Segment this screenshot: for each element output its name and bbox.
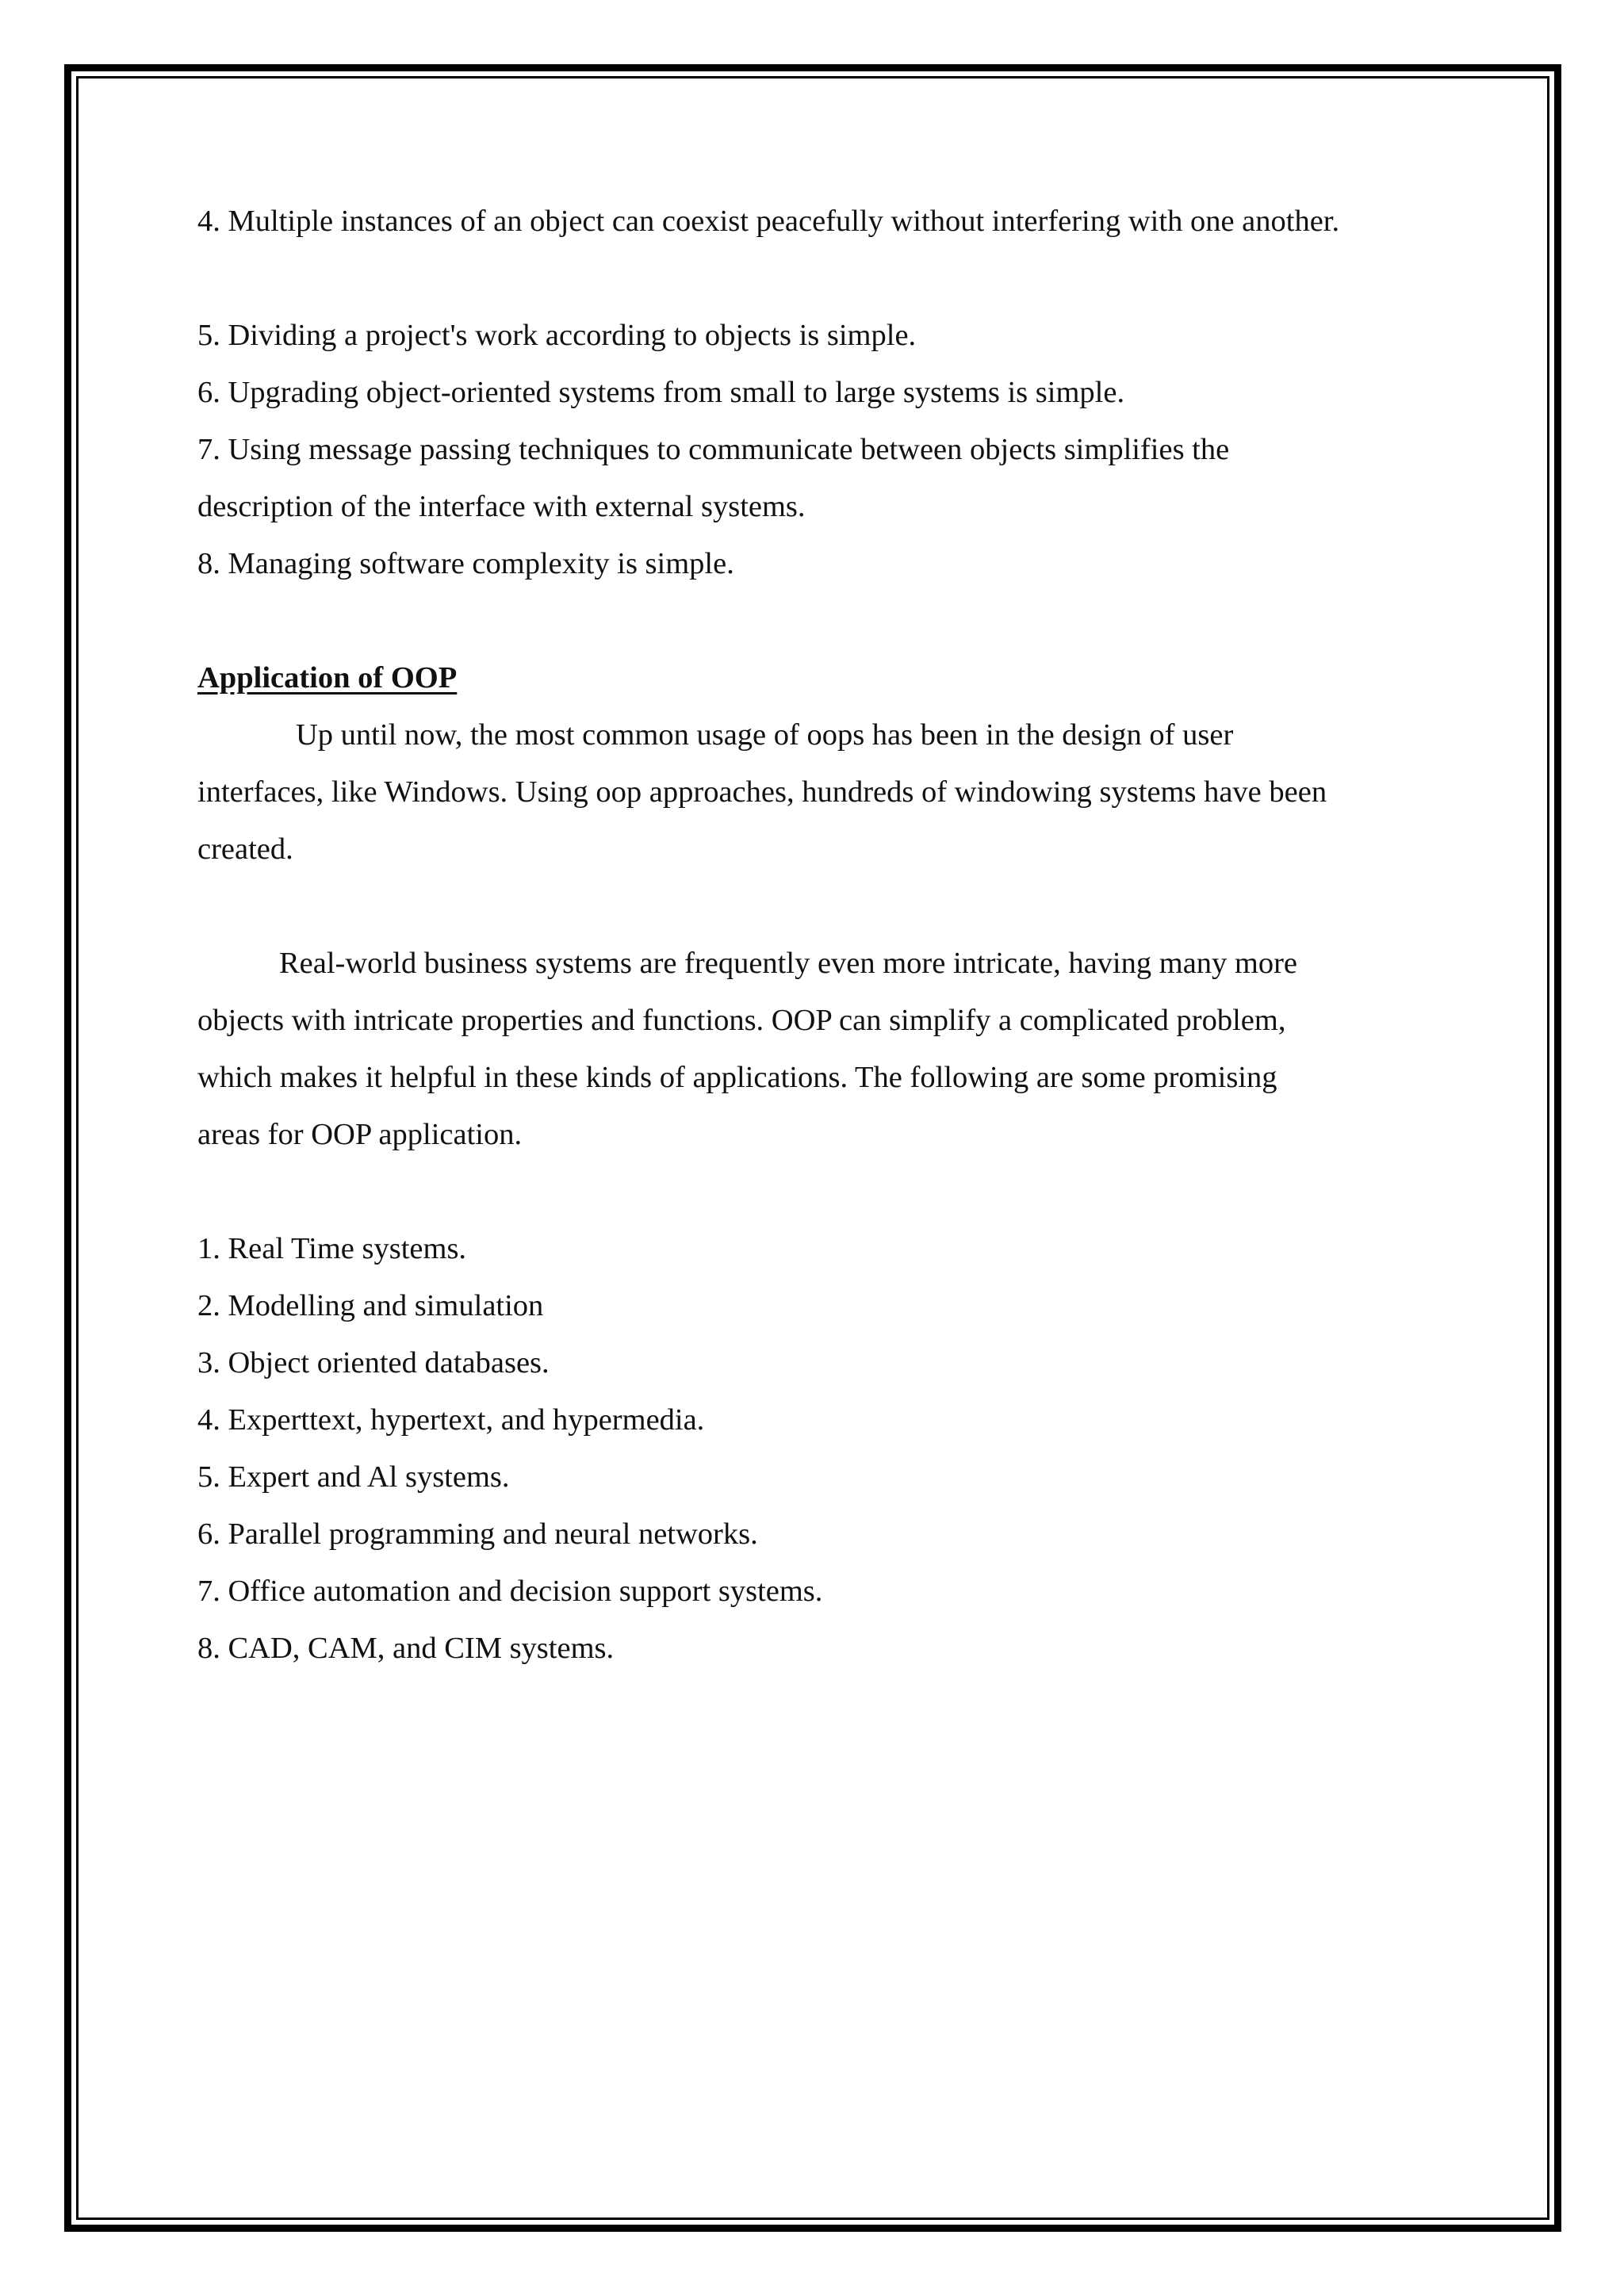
section-heading: Application of OOP bbox=[197, 661, 458, 695]
benefit-item-5: 5. Dividing a project's work according to objects is simple. bbox=[197, 319, 917, 352]
application-area-item: 1. Real Time systems. bbox=[197, 1232, 467, 1265]
benefit-item-6: 6. Upgrading object-oriented systems from small to large systems is simple. bbox=[197, 376, 1125, 409]
benefit-item-8: 8. Managing software complexity is simple. bbox=[197, 547, 734, 580]
application-area-item: 2. Modelling and simulation bbox=[197, 1289, 544, 1322]
application-area-item: 5. Expert and Al systems. bbox=[197, 1460, 510, 1494]
application-area-item: 3. Object oriented databases. bbox=[197, 1346, 550, 1380]
paragraph2-line2: objects with intricate properties and functions. OOP can simplify a complicated problem, bbox=[197, 1004, 1286, 1037]
page-content bbox=[197, 193, 1450, 1677]
application-area-item: 7. Office automation and decision support systems. bbox=[197, 1575, 823, 1608]
paragraph1-line2: interfaces, like Windows. Using oop approaches, hundreds of windowing systems have been bbox=[197, 775, 1327, 809]
application-area-item: 8. CAD, CAM, and CIM systems. bbox=[197, 1632, 615, 1665]
paragraph2-line4: areas for OOP application. bbox=[197, 1118, 523, 1151]
application-area-item: 4. Experttext, hypertext, and hypermedia. bbox=[197, 1403, 705, 1437]
paragraph2-line1: Real-world business systems are frequently even more intricate, having many more bbox=[279, 947, 1298, 980]
paragraph1-line1: Up until now, the most common usage of oops has been in the design of user bbox=[296, 718, 1234, 752]
benefit-item-7-continued: description of the interface with external systems. bbox=[197, 490, 806, 523]
benefit-item-7: 7. Using message passing techniques to communicate between objects simplifies the bbox=[197, 433, 1230, 466]
paragraph2-line3: which makes it helpful in these kinds of applications. The following are some promising bbox=[197, 1061, 1277, 1094]
benefit-item-4: 4. Multiple instances of an object can coexist peacefully without interfering with one another. bbox=[197, 205, 1340, 238]
paragraph1-line3: created. bbox=[197, 832, 293, 866]
application-area-item: 6. Parallel programming and neural networks. bbox=[197, 1517, 758, 1551]
